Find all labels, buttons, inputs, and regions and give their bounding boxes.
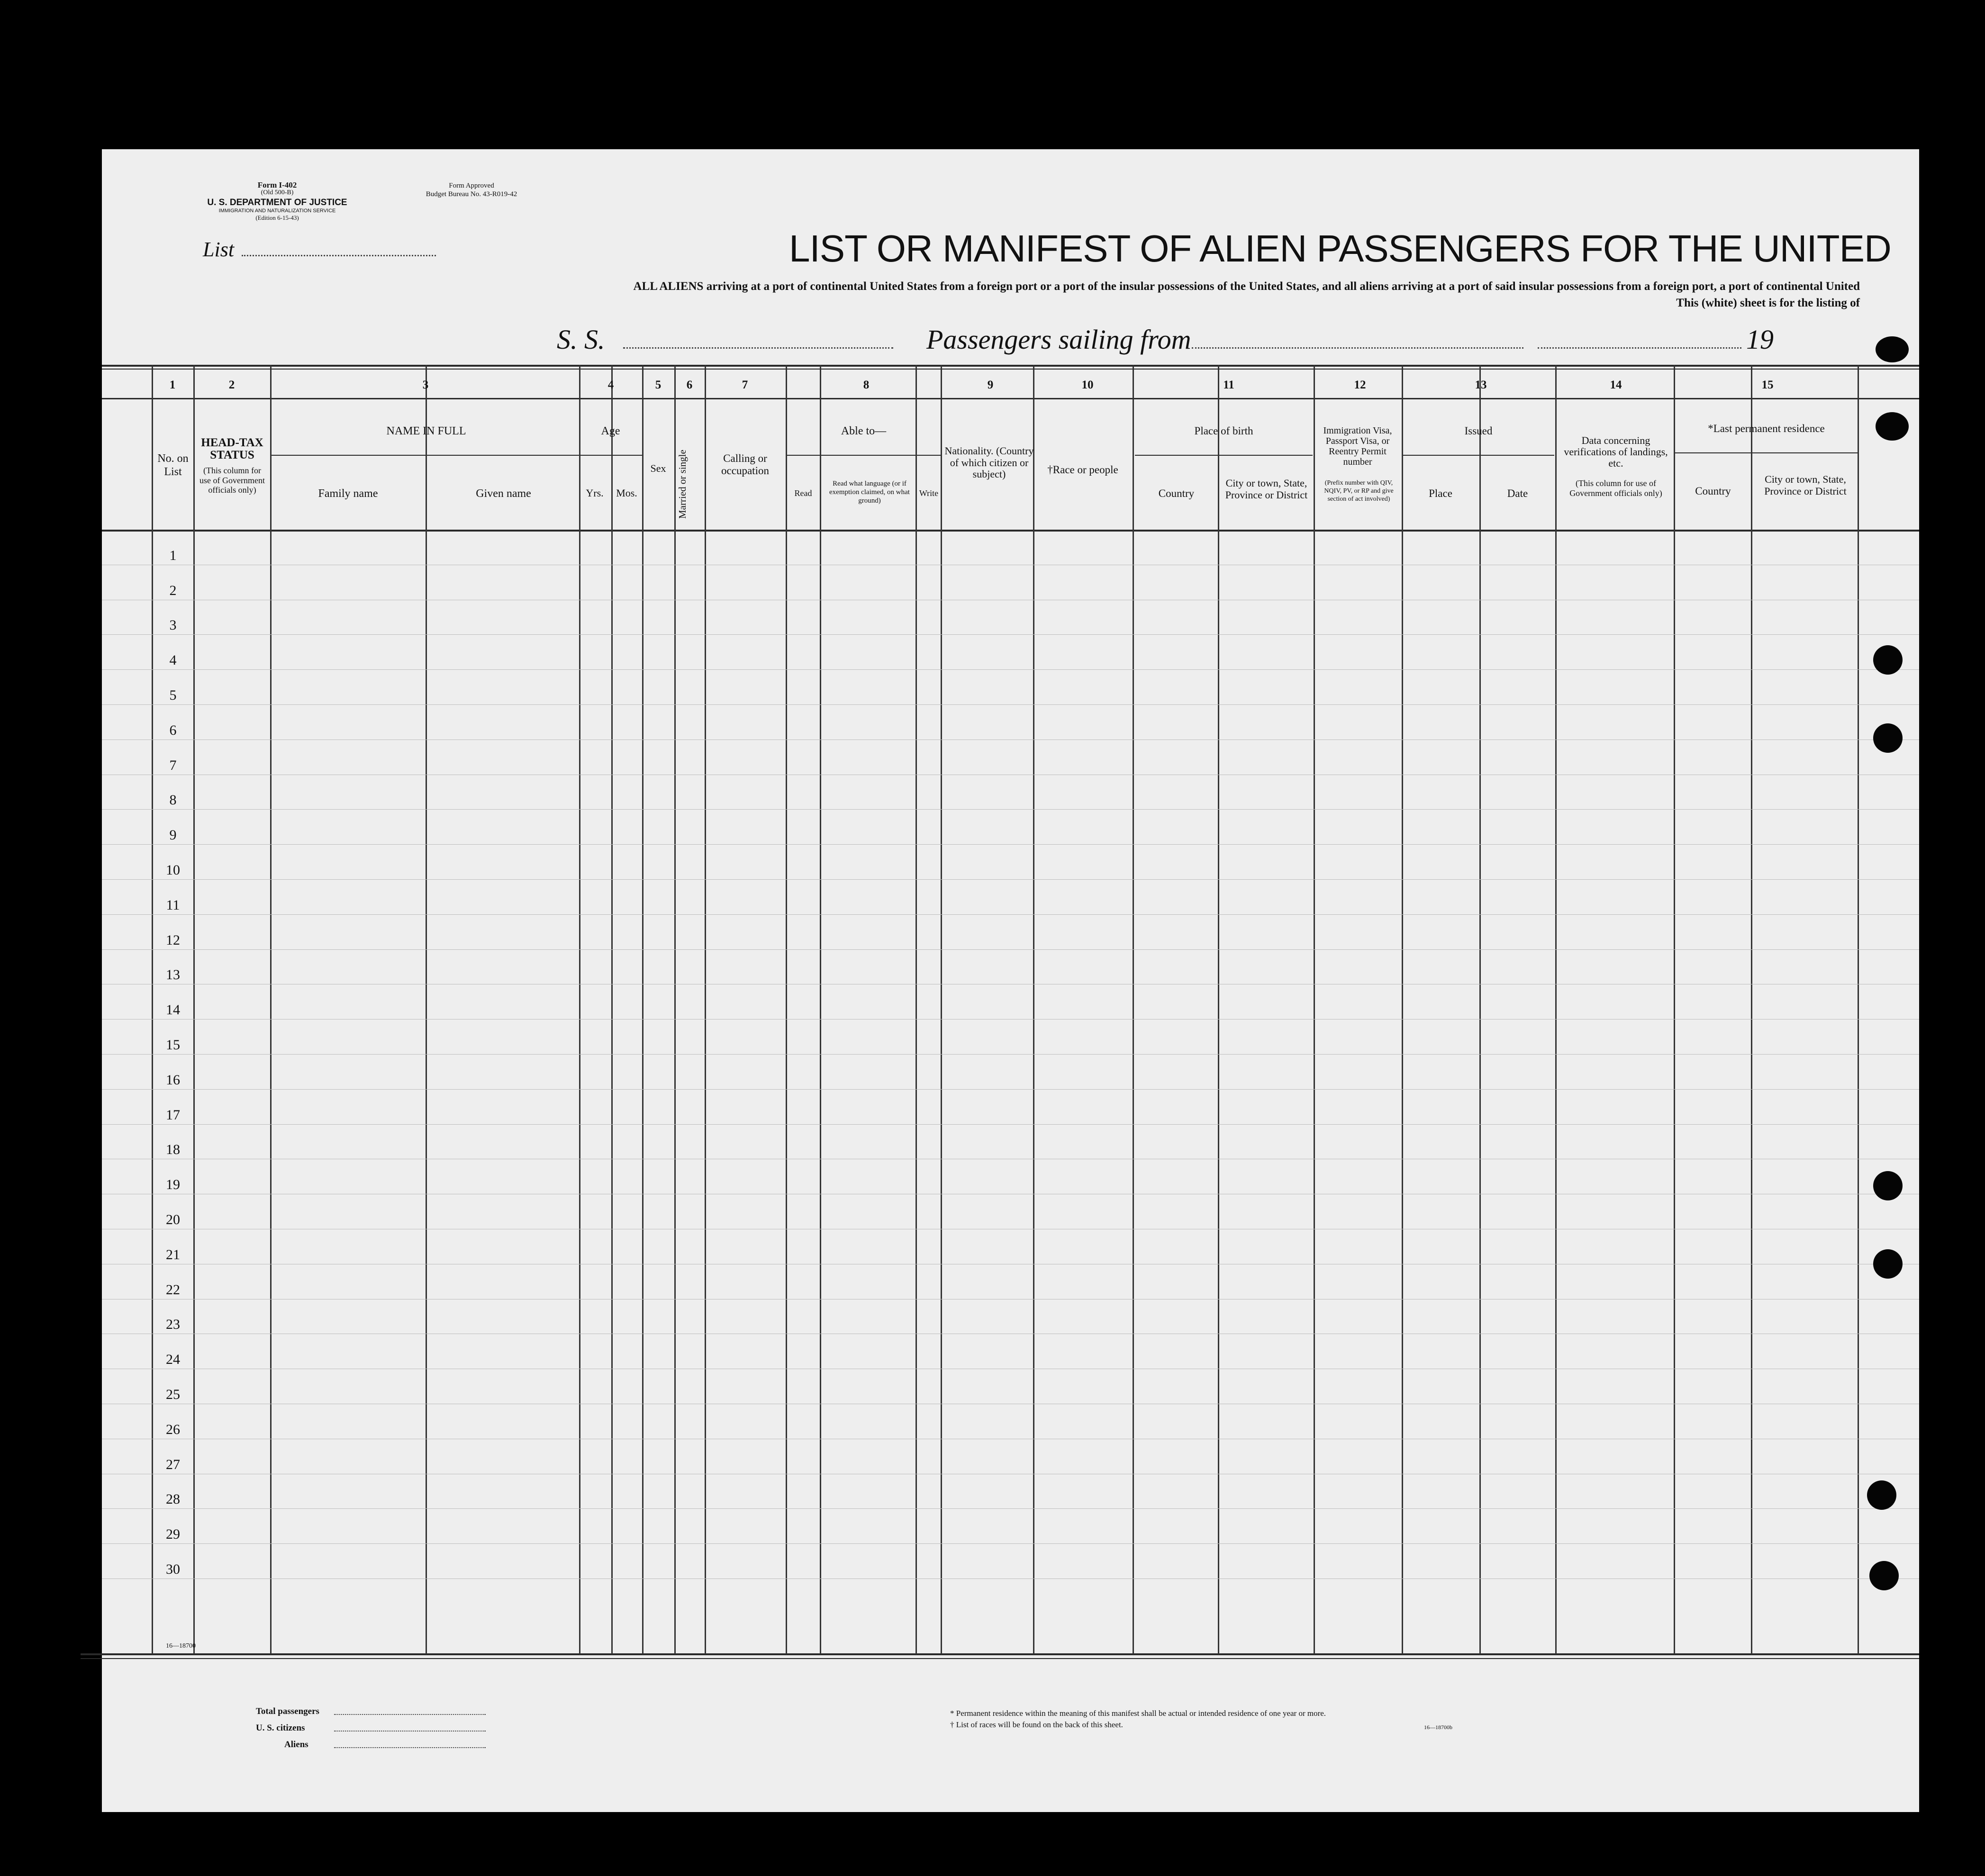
table-bottom-rule-2 bbox=[81, 1658, 1919, 1659]
header-nationality: Nationality. (Country of which citizen or subject) bbox=[944, 445, 1034, 480]
punch-hole bbox=[1873, 645, 1903, 675]
column-rule bbox=[1858, 365, 1859, 1654]
aliens-field[interactable] bbox=[334, 1747, 486, 1748]
row-number: 29 bbox=[166, 1526, 180, 1542]
row-number: 1 bbox=[169, 547, 177, 563]
row-rule bbox=[102, 914, 1919, 915]
column-number-rule bbox=[102, 398, 1919, 399]
column-rule bbox=[1674, 365, 1675, 1654]
form-number: Form I-402 bbox=[257, 180, 297, 189]
column-rule bbox=[611, 365, 613, 1654]
header-read: Read bbox=[794, 488, 812, 498]
column-rule bbox=[1751, 365, 1752, 1654]
column-number: 10 bbox=[1081, 379, 1094, 391]
header-issued-date: Date bbox=[1507, 487, 1528, 499]
row-number: 2 bbox=[169, 582, 177, 598]
column-rule bbox=[820, 365, 821, 1654]
age-subheader-rule bbox=[579, 455, 642, 456]
column-number: 11 bbox=[1223, 379, 1234, 391]
column-number: 12 bbox=[1354, 379, 1366, 391]
header-residence-country: Country bbox=[1695, 485, 1731, 497]
header-head-tax: HEAD-TAX STATUS bbox=[201, 436, 263, 462]
column-rule bbox=[674, 365, 676, 1654]
row-number: 22 bbox=[166, 1281, 180, 1298]
column-rule bbox=[426, 365, 427, 1654]
issued-subheader-rule bbox=[1403, 455, 1554, 456]
date-field[interactable] bbox=[1538, 347, 1741, 349]
column-number: 9 bbox=[987, 379, 994, 391]
row-number: 8 bbox=[169, 792, 177, 808]
row-number: 13 bbox=[166, 967, 180, 983]
column-rule bbox=[1479, 365, 1481, 1654]
column-number: 4 bbox=[607, 379, 614, 391]
footer-total-passengers: Total passengers bbox=[256, 1706, 319, 1716]
column-rule bbox=[1033, 365, 1034, 1654]
row-number: 20 bbox=[166, 1212, 180, 1227]
row-number: 16 bbox=[166, 1072, 180, 1088]
column-number: 14 bbox=[1610, 379, 1622, 391]
table-bottom-rule bbox=[81, 1653, 1919, 1655]
corner-form-code: 16—18700 bbox=[166, 1642, 196, 1650]
punch-hole bbox=[1869, 1561, 1899, 1590]
column-rule bbox=[1555, 365, 1557, 1654]
column-rule bbox=[1133, 365, 1134, 1654]
header-data-note: (This column for use of Government officials only) bbox=[1569, 478, 1662, 498]
footer-us-citizens: U. S. citizens bbox=[256, 1723, 305, 1733]
header-residence-city: City or town, State, Province or District bbox=[1764, 473, 1847, 497]
row-number: 5 bbox=[169, 687, 177, 703]
header-birth-country: Country bbox=[1158, 487, 1195, 499]
port-field[interactable] bbox=[1192, 347, 1523, 349]
total-passengers-field[interactable] bbox=[334, 1714, 486, 1715]
residence-subheader-rule bbox=[1675, 452, 1858, 453]
header-family-name: Family name bbox=[318, 487, 378, 500]
row-number: 7 bbox=[169, 757, 177, 773]
instruction-line-2: This (white) sheet is for the listing of bbox=[1676, 297, 1860, 309]
row-rule bbox=[102, 1578, 1919, 1579]
row-number: 21 bbox=[166, 1246, 180, 1263]
row-rule bbox=[102, 949, 1919, 950]
row-number: 27 bbox=[166, 1456, 180, 1472]
column-rule bbox=[1314, 365, 1315, 1654]
year-label: 19 bbox=[1746, 324, 1774, 355]
header-calling: Calling or occupation bbox=[721, 452, 769, 477]
column-number: 1 bbox=[169, 379, 176, 391]
row-number: 30 bbox=[166, 1561, 180, 1577]
row-rule bbox=[102, 809, 1919, 810]
punch-hole bbox=[1873, 723, 1903, 753]
row-number: 15 bbox=[166, 1037, 180, 1053]
header-sex: Sex bbox=[650, 462, 666, 474]
row-rule bbox=[102, 1054, 1919, 1055]
birth-subheader-rule bbox=[1135, 455, 1313, 456]
row-number: 6 bbox=[169, 722, 177, 738]
row-number: 25 bbox=[166, 1387, 180, 1402]
ship-name-field[interactable] bbox=[623, 347, 893, 349]
table-top-rule bbox=[102, 365, 1919, 367]
footnote-races: † List of races will be found on the back of this sheet. bbox=[950, 1720, 1123, 1729]
row-number: 28 bbox=[166, 1491, 180, 1507]
column-number: 8 bbox=[863, 379, 870, 391]
row-number: 4 bbox=[169, 652, 177, 668]
table-top-rule-2 bbox=[102, 369, 1919, 370]
column-rule bbox=[705, 365, 706, 1654]
footnote-residence: * Permanent residence within the meaning of this manifest shall be actual or intended residence of one year or more. bbox=[950, 1709, 1326, 1718]
column-number: 6 bbox=[686, 379, 693, 391]
column-rule bbox=[579, 365, 580, 1654]
header-no-on-list: No. on List bbox=[157, 452, 189, 478]
column-number: 5 bbox=[655, 379, 662, 391]
punch-hole bbox=[1873, 1249, 1903, 1279]
budget-bureau-number: Budget Bureau No. 43-R019-42 bbox=[426, 190, 517, 198]
header-married: Married or single bbox=[677, 450, 688, 519]
column-rule bbox=[915, 365, 917, 1654]
row-number: 9 bbox=[169, 827, 177, 843]
column-rule bbox=[270, 365, 272, 1654]
row-number: 3 bbox=[169, 617, 177, 633]
edition-text: (Edition 6-15-43) bbox=[255, 214, 299, 221]
header-write: Write bbox=[919, 488, 939, 498]
header-visa-note: (Prefix number with QIV, NQIV, PV, or RP and give section of act involved) bbox=[1324, 479, 1394, 503]
header-head-tax-note: (This column for use of Government officials only) bbox=[199, 466, 265, 495]
punch-hole bbox=[1873, 1171, 1903, 1200]
header-given-name: Given name bbox=[476, 487, 531, 500]
instruction-line-1: ALL ALIENS arriving at a port of continental United States from a foreign port or a port of the insular possessions of the United States, and all aliens arriving at a port of said insular possessions from a foreign port, a port of continental United bbox=[633, 280, 1860, 293]
manifest-title: LIST OR MANIFEST OF ALIEN PASSENGERS FOR THE UNITED bbox=[789, 227, 1891, 270]
able-subheader-rule bbox=[787, 455, 941, 456]
column-number: 2 bbox=[228, 379, 235, 391]
header-place-of-birth: Place of birth bbox=[1194, 425, 1253, 437]
row-rule bbox=[102, 1508, 1919, 1509]
list-label: List bbox=[203, 238, 235, 261]
column-rule bbox=[1218, 365, 1219, 1654]
row-rule bbox=[102, 1124, 1919, 1125]
column-rule bbox=[941, 365, 942, 1654]
us-citizens-field[interactable] bbox=[334, 1731, 486, 1732]
column-number: 3 bbox=[422, 379, 429, 391]
punch-hole bbox=[1867, 1480, 1896, 1510]
row-number: 23 bbox=[166, 1317, 180, 1333]
column-number: 15 bbox=[1761, 379, 1774, 391]
row-number: 19 bbox=[166, 1177, 180, 1193]
header-birth-city: City or town, State, Province or District bbox=[1225, 477, 1308, 501]
header-last-residence: *Last permanent residence bbox=[1708, 423, 1825, 434]
row-rule bbox=[102, 1543, 1919, 1544]
row-number: 17 bbox=[166, 1107, 180, 1123]
punch-hole bbox=[1876, 412, 1909, 441]
row-number: 18 bbox=[166, 1142, 180, 1158]
header-race: †Race or people bbox=[1047, 464, 1118, 476]
header-issued: Issued bbox=[1464, 425, 1493, 437]
header-yrs: Yrs. bbox=[586, 487, 604, 499]
department-name: U. S. DEPARTMENT OF JUSTICE bbox=[207, 198, 347, 207]
column-rule bbox=[786, 365, 787, 1654]
ss-label: S. S. bbox=[557, 324, 605, 355]
service-name: IMMIGRATION AND NATURALIZATION SERVICE bbox=[218, 208, 336, 214]
punch-hole bbox=[1876, 336, 1909, 362]
header-mos: Mos. bbox=[616, 487, 637, 499]
header-data-concerning: Data concerning verifications of landings, etc. bbox=[1564, 434, 1668, 469]
row-number: 12 bbox=[166, 932, 180, 948]
header-age: Age bbox=[601, 425, 620, 437]
row-rule bbox=[102, 704, 1919, 705]
form-approved: Form Approved bbox=[449, 182, 494, 189]
row-number: 24 bbox=[166, 1352, 180, 1368]
header-visa: Immigration Visa, Passport Visa, or Reentry Permit number bbox=[1323, 425, 1392, 467]
sailing-from-label: Passengers sailing from bbox=[926, 324, 1191, 355]
column-number: 7 bbox=[742, 379, 748, 391]
row-number: 14 bbox=[166, 1002, 180, 1018]
row-rule bbox=[102, 669, 1919, 670]
column-rule bbox=[642, 365, 644, 1654]
row-rule bbox=[102, 1089, 1919, 1090]
header-name-in-full: NAME IN FULL bbox=[386, 425, 466, 437]
row-number: 10 bbox=[166, 862, 180, 878]
old-form-number: (Old 500-B) bbox=[261, 189, 294, 196]
header-issued-place: Place bbox=[1429, 487, 1452, 499]
row-number: 11 bbox=[166, 897, 180, 913]
header-bottom-rule bbox=[102, 530, 1919, 532]
list-number-field[interactable] bbox=[242, 255, 436, 256]
row-rule bbox=[102, 879, 1919, 880]
row-rule bbox=[102, 844, 1919, 845]
footer-form-code: 16—18700b bbox=[1424, 1724, 1452, 1731]
footer-aliens: Aliens bbox=[284, 1740, 308, 1750]
column-rule bbox=[1402, 365, 1403, 1654]
row-number: 26 bbox=[166, 1421, 180, 1437]
header-able-to: Able to— bbox=[841, 425, 887, 437]
column-number: 13 bbox=[1475, 379, 1487, 391]
row-rule bbox=[102, 634, 1919, 635]
header-read-what-language: Read what language (or if exemption claimed, on what ground) bbox=[829, 480, 910, 505]
